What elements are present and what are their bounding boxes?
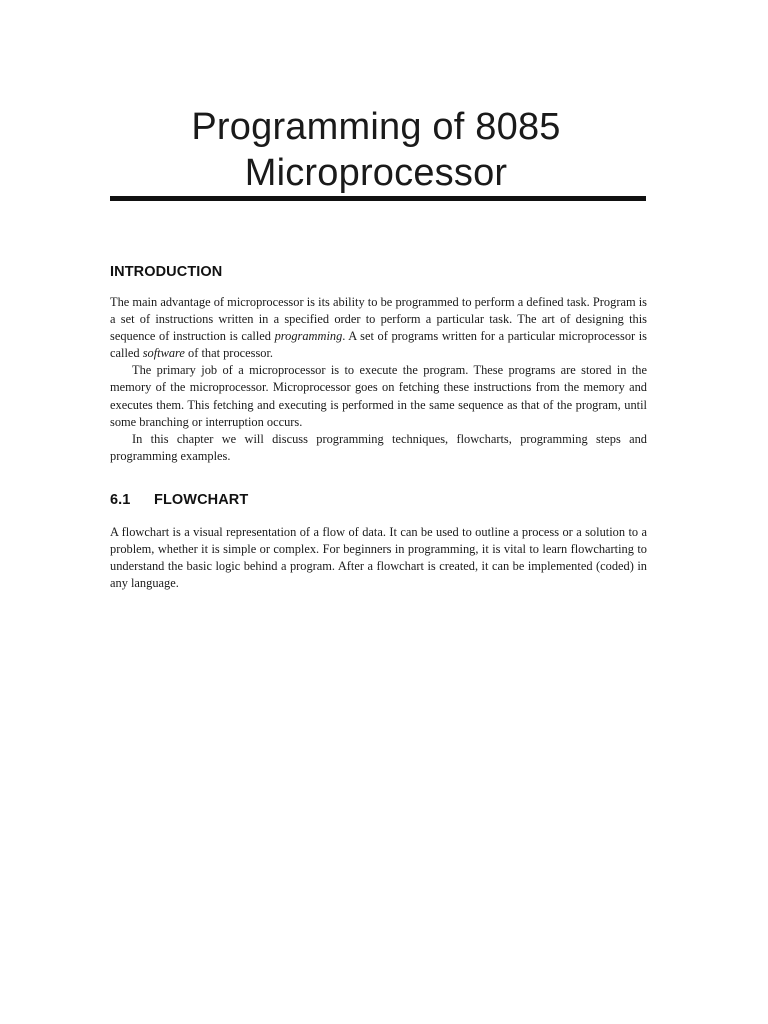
introduction-paragraph-1 [110,294,647,362]
flowchart-body [110,524,647,592]
introduction-paragraph-2: The primary job of a microprocessor is to execute the program. These programs are stored in the memory of the microprocessor. Microprocessor goes on fetching these instructions from the memory and executes them. This fetching and executing is performed in the same sequence as that of the program, until some branching or interruption occurs. [110,363,647,429]
title-rule-divider [110,196,646,201]
section-6-1-heading [110,492,248,508]
section-number: 6.1 [110,492,131,508]
section-title: FLOWCHART [154,492,249,508]
intro-p1-text-start: The main advantage of microprocessor is its ability to be programmed to perform a defined task. Program is a set of instructions written in a specified order to perform a particular task. The art of designing this sequence of instruction is called [110,295,647,344]
intro-p1-text-end: of that processor. [184,346,274,361]
flowchart-paragraph-1: A flowchart is a visual representation of a flow of data. It can be used to outline a process or a solution to a problem, whether it is simple or complex. For beginners in programming, it is vital to learn flowcharting to understand the basic logic behind a program. After a flowchart is created, it can be implemented (coded) in any language. [110,525,647,591]
chapter-title-line-2: Microprocessor [244,152,508,194]
introduction-body [110,294,647,465]
intro-p1-text-middle: . A set of programs written for a particular microprocessor is called [110,329,647,361]
introduction-heading: INTRODUCTION [110,264,223,280]
term-software: software [142,346,185,361]
chapter-title [108,104,644,196]
chapter-title-line-1: Programming of 8085 [191,106,561,148]
introduction-paragraph-3: In this chapter we will discuss programming techniques, flowcharts, programming steps and programming examples. [110,431,647,463]
term-programming: programming [274,329,343,344]
